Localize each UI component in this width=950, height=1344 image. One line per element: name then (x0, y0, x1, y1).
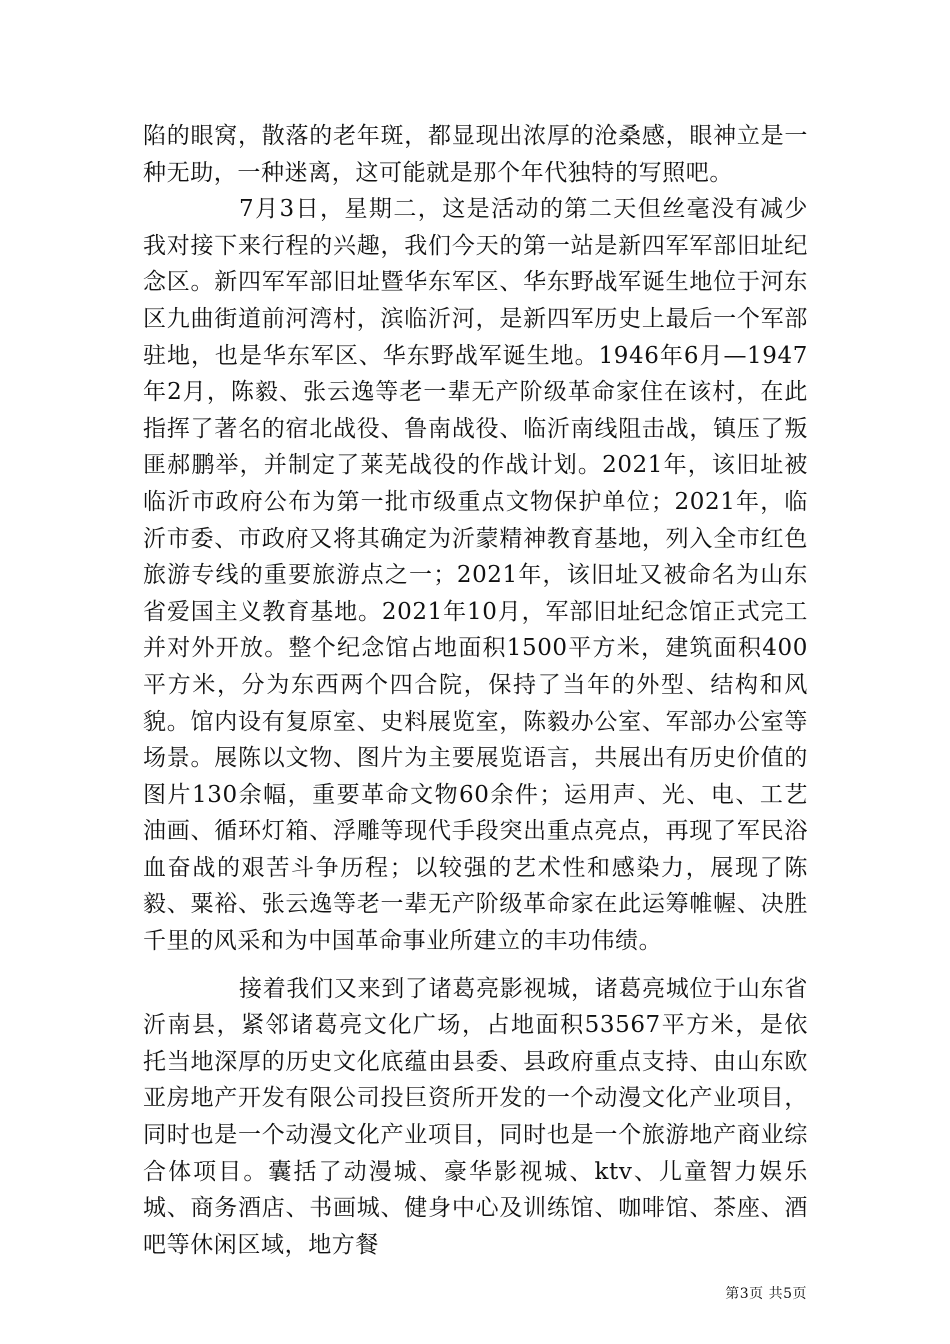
paragraph-continuation: 陷的眼窝，散落的老年斑，都显现出浓厚的沧桑感，眼神立是一种无助，一种迷离，这可能就是那个年代独特的写照吧。 (143, 123, 808, 186)
document-body (143, 118, 808, 1263)
paragraph-zhuge-liang-film-city: 接着我们又来到了诸葛亮影视城，诸葛亮城位于山东省沂南县，紧邻诸葛亮文化广场，占地面积53567平方米，是依托当地深厚的历史文化底蕴由县委、县政府重点支持、由山东欧亚房地产开发有限公司投巨资所开发的一个动漫文化产业项目，同时也是一个动漫文化产业项目，同时也是一个旅游地产商业综合体项目。囊括了动漫城、豪华影视城、ktv、儿童智力娱乐城、商务酒店、书画城、健身中心及训练馆、咖啡馆、茶座、酒吧等休闲区域，地方餐 (143, 975, 808, 1258)
paragraph-new-fourth-army-site: 7月3日，星期二，这是活动的第二天但丝毫没有减少我对接下来行程的兴趣，我们今天的第一站是新四军军部旧址纪念区。新四军军部旧址暨华东军区、华东野战军诞生地位于河东区九曲街道前河湾村，滨临沂河，是新四军历史上最后一个军部驻地，也是华东军区、华东野战军诞生地。1946年6月—1947年2月，陈毅、张云逸等老一辈无产阶级革命家住在该村，在此指挥了著名的宿北战役、鲁南战役、临沂南线阻击战，镇压了叛匪郝鹏举，并制定了莱芜战役的作战计划。2021年，该旧址被临沂市政府公布为第一批市级重点文物保护单位；2021年，临沂市委、市政府又将其确定为沂蒙精神教育基地，列入全市红色旅游专线的重要旅游点之一；2021年，该旧址又被命名为山东省爱国主义教育基地。2021年10月，军部旧址纪念馆正式完工并对外开放。整个纪念馆占地面积1500平方米，建筑面积400平方米，分为东西两个四合院，保持了当年的外型、结构和风貌。馆内设有复原室、史料展览室，陈毅办公室、军部办公室等场景。展陈以文物、图片为主要展览语言，共展出有历史价值的图片130余幅，重要革命文物60余件；运用声、光、电、工艺油画、循环灯箱、浮雕等现代手段突出重点亮点，再现了军民浴血奋战的艰苦斗争历程；以较强的艺术性和感染力，展现了陈毅、粟裕、张云逸等老一辈无产阶级革命家在此运筹帷幄、决胜千里的风采和为中国革命事业所建立的丰功伟绩。 (143, 196, 808, 955)
page-number-footer: 第3页 共5页 (725, 1286, 807, 1302)
